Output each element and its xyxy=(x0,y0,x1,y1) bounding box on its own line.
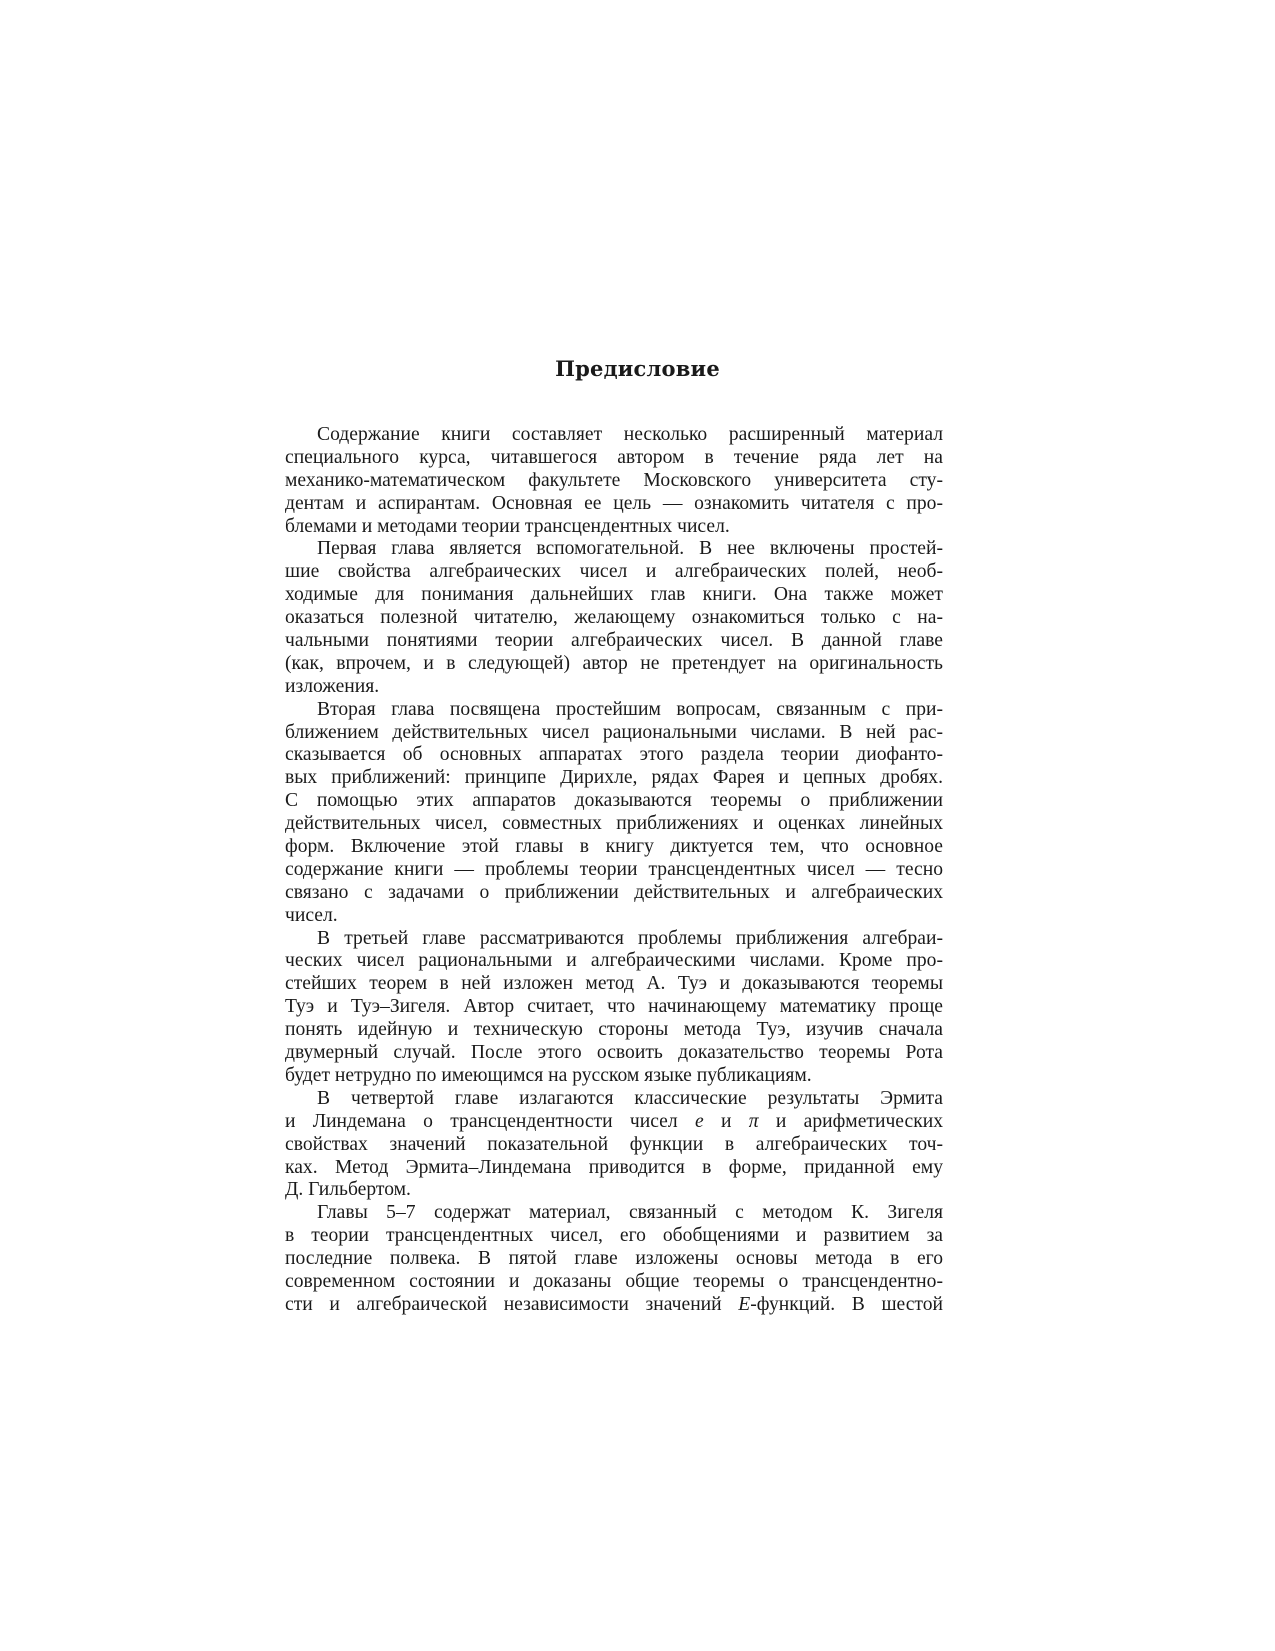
paragraph-3-line-3: сказывается об основных аппаратах этого раздела теории диофанто- xyxy=(285,744,943,766)
paragraph-3-line-2: ближением действительных чисел рациональными числами. В ней рас- xyxy=(285,721,943,743)
paragraph-5-line-4: ках. Метод Эрмита–Линдемана приводится в форме, приданной ему xyxy=(285,1156,943,1178)
paragraph-5-line-1: В четвертой главе излагаются классические результаты Эрмита xyxy=(317,1087,943,1109)
paragraph-2-line-7: изложения. xyxy=(285,675,380,697)
paragraph-6-line-1: Главы 5–7 содержат материал, связанный с методом К. Зигеля xyxy=(317,1202,943,1224)
paragraph-2-line-2: шие свойства алгебраических чисел и алгебраических полей, необ- xyxy=(285,561,943,583)
paragraph-6-line-4: современном состоянии и доказаны общие теоремы о трансцендентно- xyxy=(285,1270,943,1292)
paragraph-2-line-3: ходимые для понимания дальнейших глав книги. Она также может xyxy=(285,584,943,606)
paragraph-2-line-4: оказаться полезной читателю, желающему ознакомиться только с на- xyxy=(285,607,943,629)
paragraph-3-line-6: действительных чисел, совместных приближениях и оценках линейных xyxy=(285,813,943,835)
paragraph-5-line-2-text-a: и Линдемана о трансцендентности чисел xyxy=(285,1110,695,1132)
paragraph-6-line-2: в теории трансцендентных чисел, его обобщениями и развитием за xyxy=(285,1225,943,1247)
paragraph-1-line-4: дентам и аспирантам. Основная ее цель — ознакомить читателя с про- xyxy=(285,492,943,514)
paragraph-4-line-4: Туэ и Туэ–Зигеля. Автор считает, что начинающему математику проще xyxy=(285,996,943,1018)
paragraph-4-line-7: будет нетрудно по имеющимся на русском языке публикациям. xyxy=(285,1064,812,1086)
page-title: Предисловие xyxy=(555,356,720,381)
paragraph-4-line-6: двумерный случай. После этого освоить доказательство теоремы Рота xyxy=(285,1042,943,1064)
paragraph-5-line-3: свойствах значений показательной функции в алгебраических точ- xyxy=(285,1133,943,1155)
paragraph-6-line-5 xyxy=(285,1294,943,1317)
paragraph-4-line-5: понять идейную и техническую стороны метода Туэ, изучив сначала xyxy=(285,1019,943,1041)
paragraph-2-line-6: (как, впрочем, и в следующей) автор не претендует на оригинальность xyxy=(285,652,943,674)
paragraph-6-line-5-text-b: -функций. В шестой xyxy=(750,1293,943,1315)
paragraph-4-line-1: В третьей главе рассматриваются проблемы приближения алгебраи- xyxy=(317,927,943,949)
math-symbol-E: E xyxy=(738,1293,751,1315)
paragraph-2-line-5: чальными понятиями теории алгебраических чисел. В данной главе xyxy=(285,630,943,652)
paragraph-6-line-5-text-a: сти и алгебраической независимости значений xyxy=(285,1293,739,1315)
paragraph-1-line-2: специального курса, читавшегося автором в течение ряда лет на xyxy=(285,446,943,468)
paragraph-1-line-1: Содержание книги составляет несколько расширенный материал xyxy=(317,424,943,445)
paragraph-3-line-4: вых приближений: принципе Дирихле, рядах Фарея и цепных дробях. xyxy=(285,767,943,789)
paragraph-3-line-10: чисел. xyxy=(285,904,338,926)
math-symbol-pi: π xyxy=(748,1110,759,1132)
paragraph-1-line-5: блемами и методами теории трансцендентных чисел. xyxy=(285,515,730,537)
math-symbol-e: e xyxy=(694,1110,704,1132)
paragraph-5-line-2-text-c: и арифметических xyxy=(758,1110,943,1132)
paragraph-1-line-3: механико-математическом факультете Московского университета сту- xyxy=(285,469,943,491)
paragraph-2-line-1: Первая глава является вспомогательной. В нее включены простей- xyxy=(317,538,943,560)
paragraph-3-line-1: Вторая глава посвящена простейшим вопросам, связанным с при- xyxy=(317,698,943,720)
paragraph-4-line-3: стейших теорем в ней изложен метод А. Туэ и доказываются теоремы xyxy=(285,973,943,995)
paragraph-3-line-7: форм. Включение этой главы в книгу диктуется тем, что основное xyxy=(285,836,943,858)
paragraph-3-line-9: связано с задачами о приближении действительных и алгебраических xyxy=(285,881,943,903)
paragraph-6-line-3: последние полвека. В пятой главе изложены основы метода в его xyxy=(285,1248,943,1270)
paragraph-3-line-5: С помощью этих аппаратов доказываются теоремы о приближении xyxy=(285,790,943,812)
paragraph-4-line-2: ческих чисел рациональными и алгебраическими числами. Кроме про- xyxy=(285,950,943,972)
paragraph-5-line-2 xyxy=(285,1111,943,1134)
paragraph-3-line-8: содержание книги — проблемы теории трансцендентных чисел — тесно xyxy=(285,858,943,880)
body-text xyxy=(285,424,943,1317)
paragraph-5-line-5: Д. Гильбертом. xyxy=(285,1179,411,1201)
paragraph-5-line-2-text-b: и xyxy=(703,1110,749,1132)
